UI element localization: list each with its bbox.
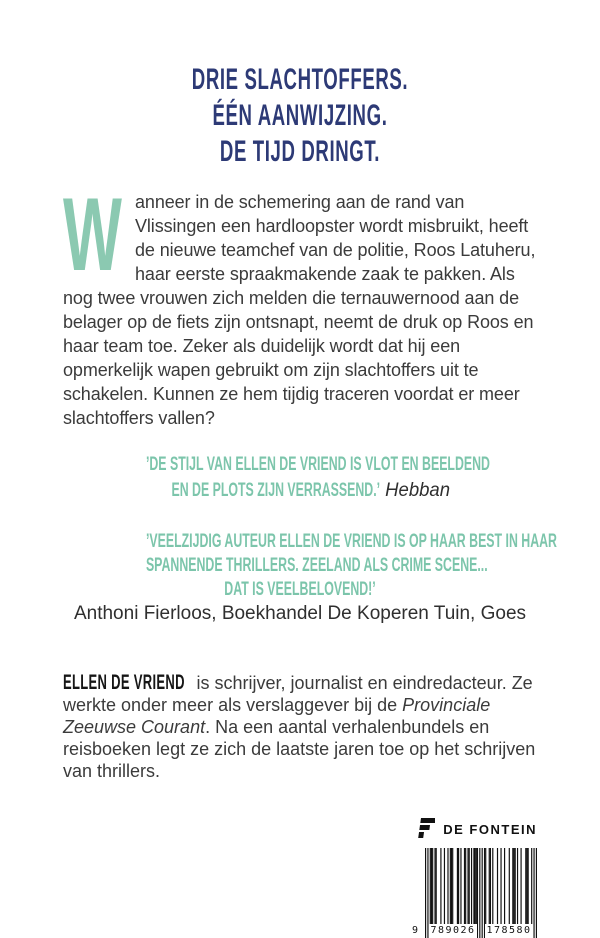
- quote1-attribution: Hebban: [385, 480, 451, 501]
- author-bio: [63, 672, 537, 782]
- synopsis-text: anneer in de schemering aan de rand van Vlissingen een hardloopster wordt misbruikt, heeft de nieuwe teamchef van de politie, Roos Latuheru, haar eerste spraakmakende zaak te pakken. Als nog twee vrouwen zich melden die ternauwernood aan de belager op de fiets zijn ontsnapt, neemt de druk op Roos en haar team toe. Zeker als duidelijk wordt dat hij een opmerkelijk wapen gebruikt om zijn slachtoffers uit te schakelen. Kunnen ze hem tijdig traceren voordat er meer slachtoffers vallen?: [63, 192, 536, 428]
- dropcap-w: [63, 177, 122, 293]
- barcode-digit-first: 9: [412, 925, 419, 936]
- dropcap-letter: W: [63, 177, 122, 293]
- publisher-block: [63, 818, 537, 938]
- fontein-f-icon: [417, 818, 435, 840]
- review-quote-hebban: [63, 452, 537, 504]
- barcode: [412, 848, 537, 938]
- publisher-logo: [417, 818, 537, 840]
- quote1-line-2: [146, 478, 454, 504]
- tagline-line-1: DRIE SLACHTOFFERS.: [191, 63, 409, 96]
- author-name: ELLEN DE VRIEND: [63, 671, 185, 694]
- quote2-line-1: ’VEELZIJDIG AUTEUR ELLEN DE VRIEND IS OP HAAR BEST IN HAAR: [145, 531, 557, 552]
- bio-newspaper-title: Provinciale Zeeuwse Courant: [63, 695, 491, 737]
- barcode-digits-group2: 178580: [486, 925, 532, 936]
- synopsis-paragraph: [63, 177, 537, 430]
- quote2-line-3: DAT IS VEELBELOVEND!’: [224, 579, 376, 600]
- bio-text-2: . Na een aantal verhalenbundels en reisboeken legt ze zich de laatste jaren toe op het schrijven van thrillers.: [63, 717, 536, 781]
- quote1-line-2-text: EN DE PLOTS ZIJN VERRASSEND.’: [171, 480, 381, 501]
- quote2-line-2: SPANNENDE THRILLERS. ZEELAND ALS CRIME SCENE...: [145, 555, 488, 576]
- quote2-attribution: Anthoni Fierloos, Boekhandel De Koperen Tuin, Goes: [73, 603, 527, 624]
- barcode-digits-group1: 789026: [430, 925, 476, 936]
- tagline-line-2: ÉÉN AANWIJZING.: [212, 99, 388, 132]
- publisher-name: DE FONTEIN: [443, 821, 537, 837]
- tagline-block: [63, 62, 537, 170]
- bio-text-1: is schrijver, journalist en eindredacteur. Ze werkte onder meer als verslaggever bij de: [63, 673, 533, 715]
- review-quote-bookseller: [63, 530, 557, 626]
- quote1-line-1: ’DE STIJL VAN ELLEN DE VRIEND IS VLOT EN BEELDEND: [145, 454, 490, 475]
- tagline-line-3: DE TIJD DRINGT.: [219, 135, 381, 168]
